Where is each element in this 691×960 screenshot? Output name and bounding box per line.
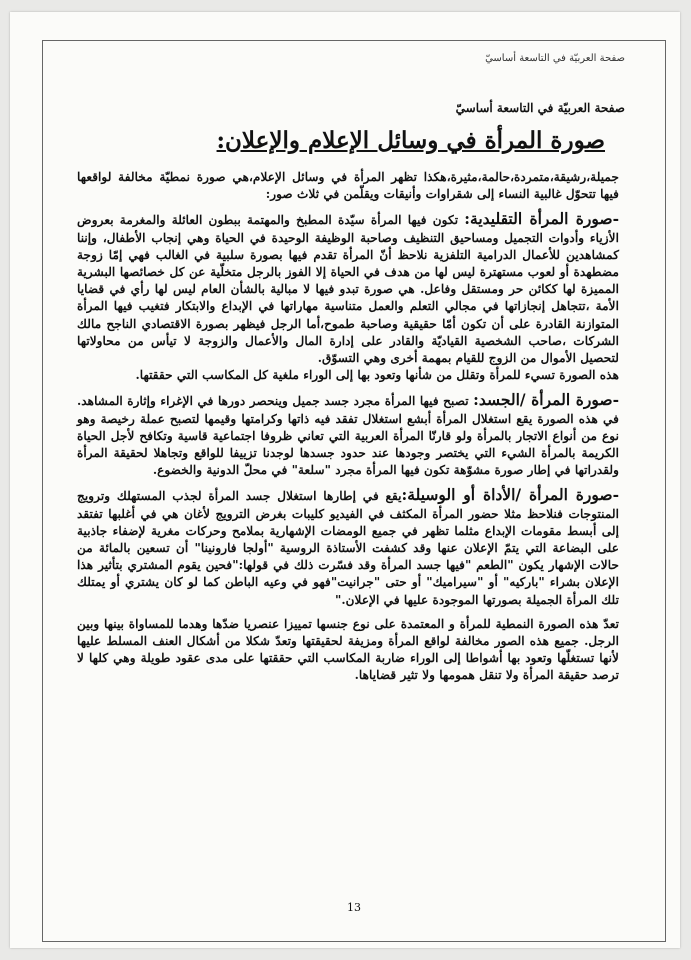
page-number: 13 — [347, 901, 361, 914]
section-closing: هذه الصورة تسيء للمرأة وتقلل من شأنها وتعود بها إلى الوراء ملغية كل المكاسب التي حققتها. — [135, 368, 619, 383]
section-body-image — [77, 391, 619, 479]
section-text: تكون فيها المرأة سيّدة المطبخ والمهتمة ببطون العائلة والمغرمة بعروض الأزياء وأدوات التجميل ومساحيق التنظيف وصاحبة الوظيفة الوحيدة في الحياة وهي إنجاب الأطفال، وإننا كمشاهدين للأعمال الدرامية التلفزية نلاحظ أنّ المرأة تقدم فيها بصورة سلبية في الغالب فهي إمّا زوجة مضطهدة أو لعوب مستهترة ليس لها من هدف في الحياة إلا الفوز بالرجل متخلّية عن كل خصائصها البشرية المميزة لها ككائن حر ومستقل وفاعل. هي صورة تبدو فيها لا مبالية بالشأن العام ليس لها رأي في قضايا الأمة ،تتجاهل إنجازاتها في مجالي التعلم والعمل متناسية مهاراتها في الإبداع والابتكار فتغيب فيها المرأة المتوازنة القادرة على أن تكون أمّا حقيقية وصاحبة طموح،أما الرجل فيظهر بصورة الاقتصادي الناجح مالك الشركات ،صاحب الشخصية القياديّة والقادر على إدارة المال والأعمال والزوجة لا تيأس من محاولاتها لتحصيل الأموال من الزوج للقيام بمهمة أخرى وهي التسوّق. — [77, 213, 619, 366]
section-text: يقع في إطارها استغلال جسد المرأة لجذب المستهلك وترويج المنتوجات فنلاحظ مثلا حضور المرأة المكثف في الفيديو كليبات بغرض الترويج لأغان هي في أغلبها تفتقد إلى أبسط مقومات الإبداع مثلما تظهر في جميع الومضات الإشهارية بملامح وحركات مغرية لإضفاء جاذبية على البضاعة التي يتمّ الإعلان عنها وقد كشفت الأستاذة الروسية "أولجا فارونينا" أن تسعين بالمائة من حالات الإشهار يكون "الطعم "فيها جسد المرأة وقد فسّرت ذلك في قولها:"فحين يقوم المشتري بتأثير هذا الإعلان بشراء "باركيه" أو "سيراميك" أو حتى "جرانيت"فهو في وعيه الباطن كما لو كان يشتري أو يمتلك تلك المرأة الجميلة بصورتها الموجودة عليها في الإعلان." — [77, 489, 619, 607]
page-border — [42, 40, 666, 942]
section-tool — [77, 486, 619, 608]
document-page — [10, 12, 680, 948]
page-subheader: صفحة العربيّة في التاسعة أساسيّ — [455, 101, 625, 115]
section-text: تصبح فيها المرأة مجرد جسد جميل وينحصر دورها في الإغراء وإثارة المشاهد. في هذه الصورة يقع استغلال المرأة أبشع استغلال تفقد فيه ذاتها وكرامتها وقيمها لتصبح عملة رخيصة وهو نوع من أنواع الاتجار بالمرأة ولو قارنّا المرأة العربية التي تعاني ظروفا اجتماعية قاسية وتكافح لأجل الحياة الكريمة بالمرأة الشيء التي يختصر وجودها عند حدود جسدها لوجدنا تزييفا للواقع وتجاهلا لحقيقة المرأة ولقدراتها في إطار صورة مشوّهة تكون فيها المرأة مجرد "سلعة" في محلّ الدونية والخضوع. — [77, 394, 619, 478]
section-heading: -صورة المرأة /الأداة أو الوسيلة: — [401, 485, 619, 505]
page-title: صورة المرأة في وسائل الإعلام والإعلان: — [216, 127, 605, 154]
intro-paragraph: جميلة،رشيقة،متمردة،حالمة،مثيرة،هكذا تظهر المرأة في وسائل الإعلام،هي صورة نمطيّة مخالفة لواقعها فيها تتحوّل غالبية النساء إلى شقراوات وأنيقات ويقلّمن في ثلاث صور: — [77, 170, 619, 202]
section-heading: -صورة المرأة التقليدية: — [464, 209, 619, 229]
running-header: صفحة العربيّة في التاسعة أساسيّ — [485, 53, 625, 64]
section-traditional — [77, 210, 619, 384]
conclusion-paragraph: تعدّ هذه الصورة النمطية للمرأة و المعتمدة على نوع جنسها تمييزا عنصريا ضدّها وهدما للمساواة بينها وبين الرجل. جميع هذه الصور مخالفة لواقع المرأة ومزيفة لحقيقتها وتعدّ شكلا من أشكال العنف المسلط عليها لأنها تستغلّها وتعود بها أشواطا إلى الوراء ضاربة المكاسب التي حققتها على مدى عقود طويلة وهي كلها لا ترصد حقيقة المرأة ولا تنقل همومها ولا تثير قضاياها. — [77, 616, 619, 683]
article-body — [77, 169, 619, 692]
section-heading: -صورة المرأة /الجسد: — [473, 390, 620, 410]
